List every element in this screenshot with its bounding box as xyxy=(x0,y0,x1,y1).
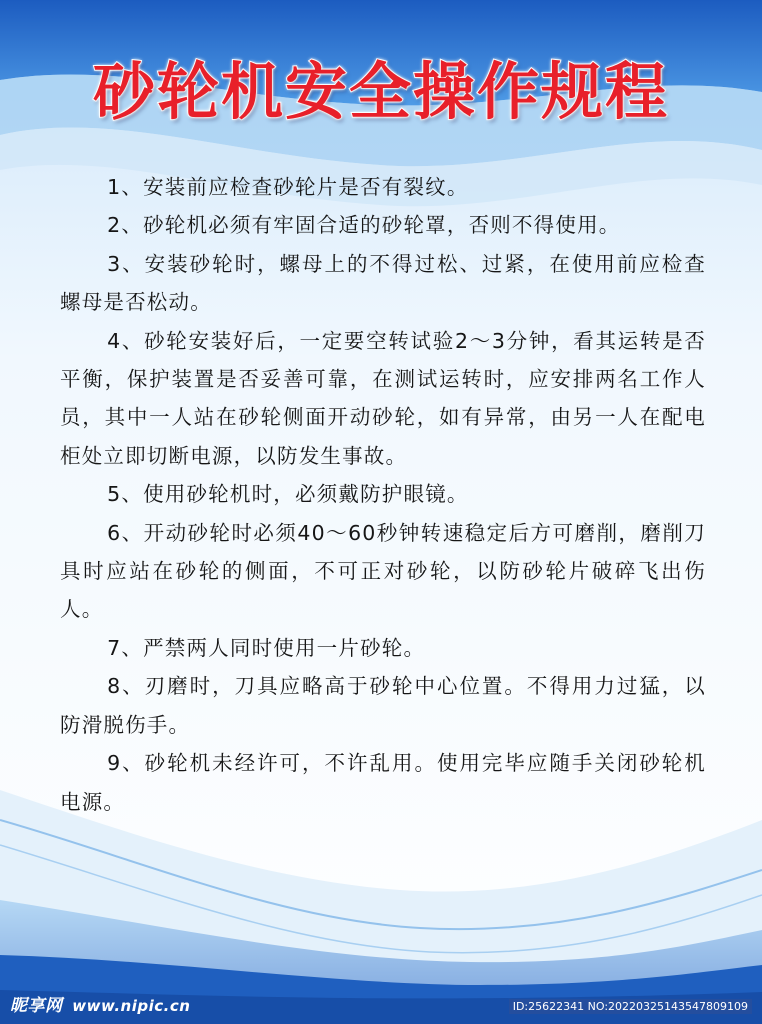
page-title: 砂轮机安全操作规程 xyxy=(92,55,669,128)
rule-item: 1、安装前应检查砂轮片是否有裂纹。 xyxy=(107,175,469,199)
rule-item: 5、使用砂轮机时，必须戴防护眼镜。 xyxy=(107,482,469,507)
rule-item: 9、砂轮机未经许可，不许乱用。使用完毕应随手关闭砂轮机电源。 xyxy=(60,751,706,814)
rules-list xyxy=(60,168,706,821)
rule-item: 4、砂轮安装好后，一定要空转试验2～3分钟，看其运转是否平衡，保护装置是否妥善可靠，在测试运转时，应安排两名工作人员，其中一人站在砂轮侧面开动砂轮，如有异常，由另一人在配电柜处立即切断电源，以防发生事故。 xyxy=(60,328,706,468)
rule-item: 7、严禁两人同时使用一片砂轮。 xyxy=(107,635,426,660)
watermark-brand xyxy=(10,991,190,1016)
rule-item: 6、开动砂轮时必须40～60秒钟转速稳定后方可磨削，磨削刀具时应站在砂轮的侧面，不可正对砂轮，以防砂轮片破碎飞出伤人。 xyxy=(60,520,706,622)
rule-item: 8、刃磨时，刀具应略高于砂轮中心位置。不得用力过猛，以防滑脱伤手。 xyxy=(60,674,706,737)
watermark-id: ID:25622341 NO:20220325143547809109 xyxy=(509,999,752,1014)
rule-item: 3、安装砂轮时，螺母上的不得过松、过紧，在使用前应检查螺母是否松动。 xyxy=(60,251,706,315)
rule-item: 2、砂轮机必须有牢固合适的砂轮罩，否则不得使用。 xyxy=(107,213,621,238)
watermark-url: www.nipic.cn xyxy=(72,997,191,1015)
watermark-logo: 昵享网 xyxy=(10,996,63,1016)
